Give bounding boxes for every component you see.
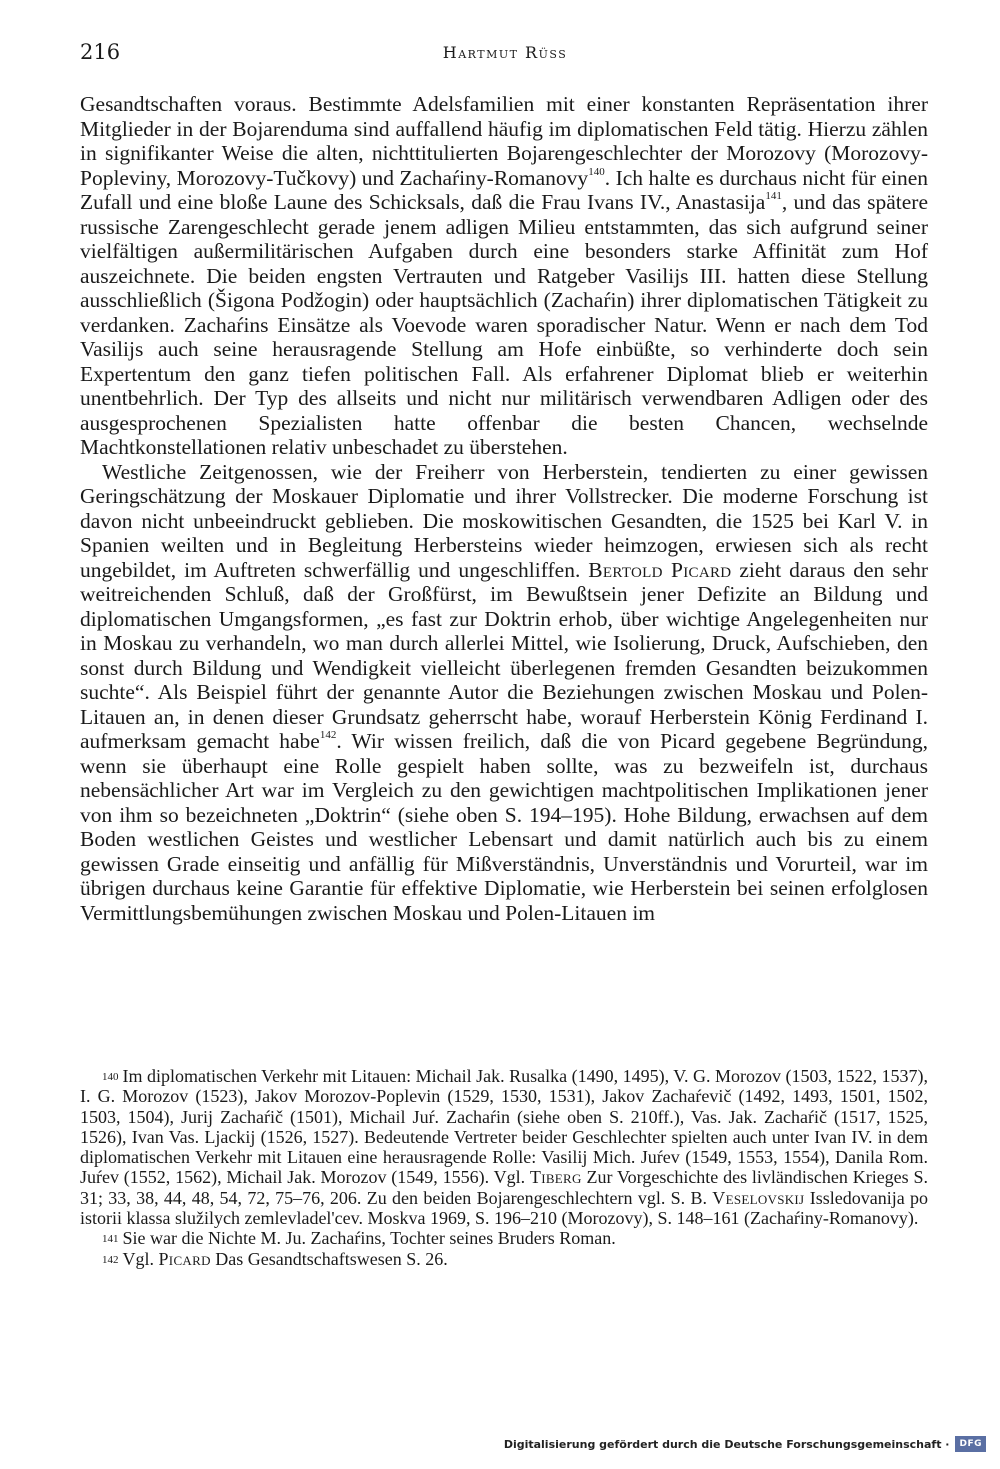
paragraph bbox=[80, 460, 928, 926]
author-name: Bertold Picard bbox=[588, 557, 732, 582]
dfg-logo: DFG bbox=[955, 1436, 986, 1452]
text-run: Vgl. bbox=[122, 1248, 154, 1269]
main-text bbox=[80, 92, 928, 925]
footnote-141 bbox=[80, 1228, 928, 1248]
footnote-number: 142 bbox=[102, 1253, 119, 1266]
page-number: 216 bbox=[80, 40, 121, 64]
badge-text: Digitalisierung gefördert durch die Deutsche Forschungsgemeinschaft · bbox=[503, 1437, 950, 1451]
footnote-number: 140 bbox=[102, 1071, 119, 1083]
text-run: Issledovanija po istorii klassa služilych zemlevladel'cev. Moskva 1969, S. 196–210 (Morozovy), S. 148–161 (Zachaŕiny-Romanovy). bbox=[80, 1187, 929, 1229]
text-run: . Ich halte es durchaus nicht für einen Zufall und eine bloße Laune des Schicksals, daß die Frau Ivans IV., Anastasija bbox=[80, 165, 929, 214]
text-run: zieht daraus den sehr weitreichenden Schluß, daß der Großfürst, im Bewußtsein jener Defizite an Bildung und diplomatischen Umgangsformen, „es fast zur Doktrin erhob, über wichtige Angelegenheiten nur in Moskau zu verhandeln, wo man durch allerlei Mittel, wie Isolierung, Druck, Aufschieben, den sonst durch Bildung und Wendigkeit vielleicht überlegenen fremden Gesandten beizukommen suchte“. Als Beispiel führt der genannte Autor die Beziehungen zwischen Moskau und Polen-Litauen an, in denen dieser Grundsatz geherrscht habe, worauf Herberstein König Ferdinand I. aufmerksam gemacht habe bbox=[80, 557, 929, 753]
text-run: Zur Vorgeschichte des livländischen Krieges S. 31; 33, 38, 44, 48, 54, 72, 75–76, 206. Zu den beiden Bojarengeschlechtern vgl. S. B. bbox=[80, 1167, 929, 1208]
footnote-number: 141 bbox=[102, 1233, 119, 1246]
running-head: Hartmut Rüss bbox=[442, 43, 568, 62]
text-run: Das Gesandtschaftswesen S. 26. bbox=[215, 1248, 448, 1269]
text-run: , und das spätere russische Zarengeschlecht gerade jenem adligen Milieu entstammten, das sich aufgrund seiner vielfältigen außermilitärischen Aufgaben durch eine besonders starke Affinität zum Hof auszeichnete. Die beiden engsten Vertrauten und Ratgeber Vasilijs III. hatten diese Stellung ausschließlich (Šigona Podžogin) oder hauptsächlich (Zachaŕin) ihrer diplomatischen Tätigkeit zu verdanken. Zachaŕins Einsätze als Voevode waren sporadischer Natur. Wenn er nach dem Tod Vasilijs auch seine herausragende Stellung am Hofe einbüßte, so verhinderte doch sein Expertentum den ganz tiefen politischen Fall. Als erfahrener Diplomat blieb er weiterhin unentbehrlich. Der Typ des allseits und nicht nur militärisch verwendbaren Adligen oder des ausgesprochenen Spezialisten hatte offenbar die besten Chancen, wechselnde Machtkonstellationen relativ unbeschadet zu überstehen. bbox=[80, 190, 929, 459]
text-run: Sie war die Nichte M. Ju. Zachaŕins, Tochter seines Bruders Roman. bbox=[122, 1228, 616, 1249]
author-name: Tiberg bbox=[529, 1167, 582, 1188]
text-run: Im diplomatischen Verkehr mit Litauen: Michail Jak. Rusalka (1490, 1495), V. G. Morozov (1503, 1522, 1537), I. G. Morozov (1523), Jakov Morozov-Poplevin (1529, 1530, 1531), Jakov Zachaŕevič (1492, 1493, 1501, 1502, 1503, 1504), Jurij Zachaŕič (1501), Michail Juŕ. Zachaŕin (siehe oben S. 210ff.), Vas. Jak. Zachaŕič (1517, 1525, 1526), Ivan Vas. Ljackij (1526, 1527). Bedeutende Vertreter beider Geschlechter spielten auch unter Ivan IV. in dem diplomatischen Verkehr mit Litauen eine herausragende Rolle: Vasilij Mich. Juŕev (1549, 1553, 1554), Danila Rom. Juŕev (1552, 1562), Michail Jak. Morozov (1549, 1556). Vgl. bbox=[80, 1066, 928, 1188]
footnote-140 bbox=[80, 1066, 928, 1228]
text-run: . Wir wissen freilich, daß die von Picard gegebene Begründung, wenn sie überhaupt eine Rolle gespielt haben sollte, was zu bezweifeln ist, durchaus nebensächlicher Art war im Vergleich zu den gewichtigen machtpolitischen Implikationen jener von ihm so bezeichneten „Doktrin“ (siehe oben S. 194–195). Hohe Bildung, erwachsen auf dem Boden westlichen Geistes und westlicher Lebensart und damit natürlich auch bis zu einem gewissen Grade einseitig und anfällig für Mißverständnis, Unverständnis und Vorurteil, war im übrigen durchaus keine Garantie für effektive Diplomatie, wie Herberstein bei seinen erfolglosen Vermittlungsbemühungen zwischen Moskau und Polen-Litauen im bbox=[80, 729, 929, 925]
footnotes bbox=[80, 1066, 928, 1269]
text-run: Westliche Zeitgenossen, wie der Freiherr von Herberstein, tendierten zu einer gewissen Geringschätzung der Moskauer Diplomatie und ihrer Vollstrecker. Die moderne Forschung ist davon nicht unbeeindruckt geblieben. Die moskowitischen Gesandten, die 1525 bei Karl V. in Spanien weilten und in Begleitung Herbersteins wieder heimzogen, erwiesen sich als recht ungebildet, im Auftreten schwerfällig und ungeschliffen. bbox=[80, 459, 928, 582]
author-name: Veselovskij bbox=[712, 1187, 805, 1208]
digitization-badge bbox=[504, 1432, 986, 1456]
page-header bbox=[80, 40, 930, 68]
paragraph bbox=[80, 92, 928, 460]
footnote-ref: 142 bbox=[319, 729, 337, 741]
footnote-142 bbox=[80, 1249, 928, 1269]
author-name: Picard bbox=[158, 1248, 211, 1269]
footnote-ref: 140 bbox=[588, 165, 605, 178]
text-run: Gesandtschaften voraus. Bestimmte Adelsfamilien mit einer konstanten Repräsentation ihrer Mitglieder in der Bojarenduma sind auffallend häufig im diplomatischen Feld tätig. Hierzu zählen in signifikanter Weise die alten, nichttitulierten Bojarengeschlechter der Morozovy (Morozovy-Popleviny, Morozovy-Tučkovy) und Zachaŕiny-Romanovy bbox=[80, 92, 928, 190]
footnote-ref: 141 bbox=[765, 190, 782, 202]
